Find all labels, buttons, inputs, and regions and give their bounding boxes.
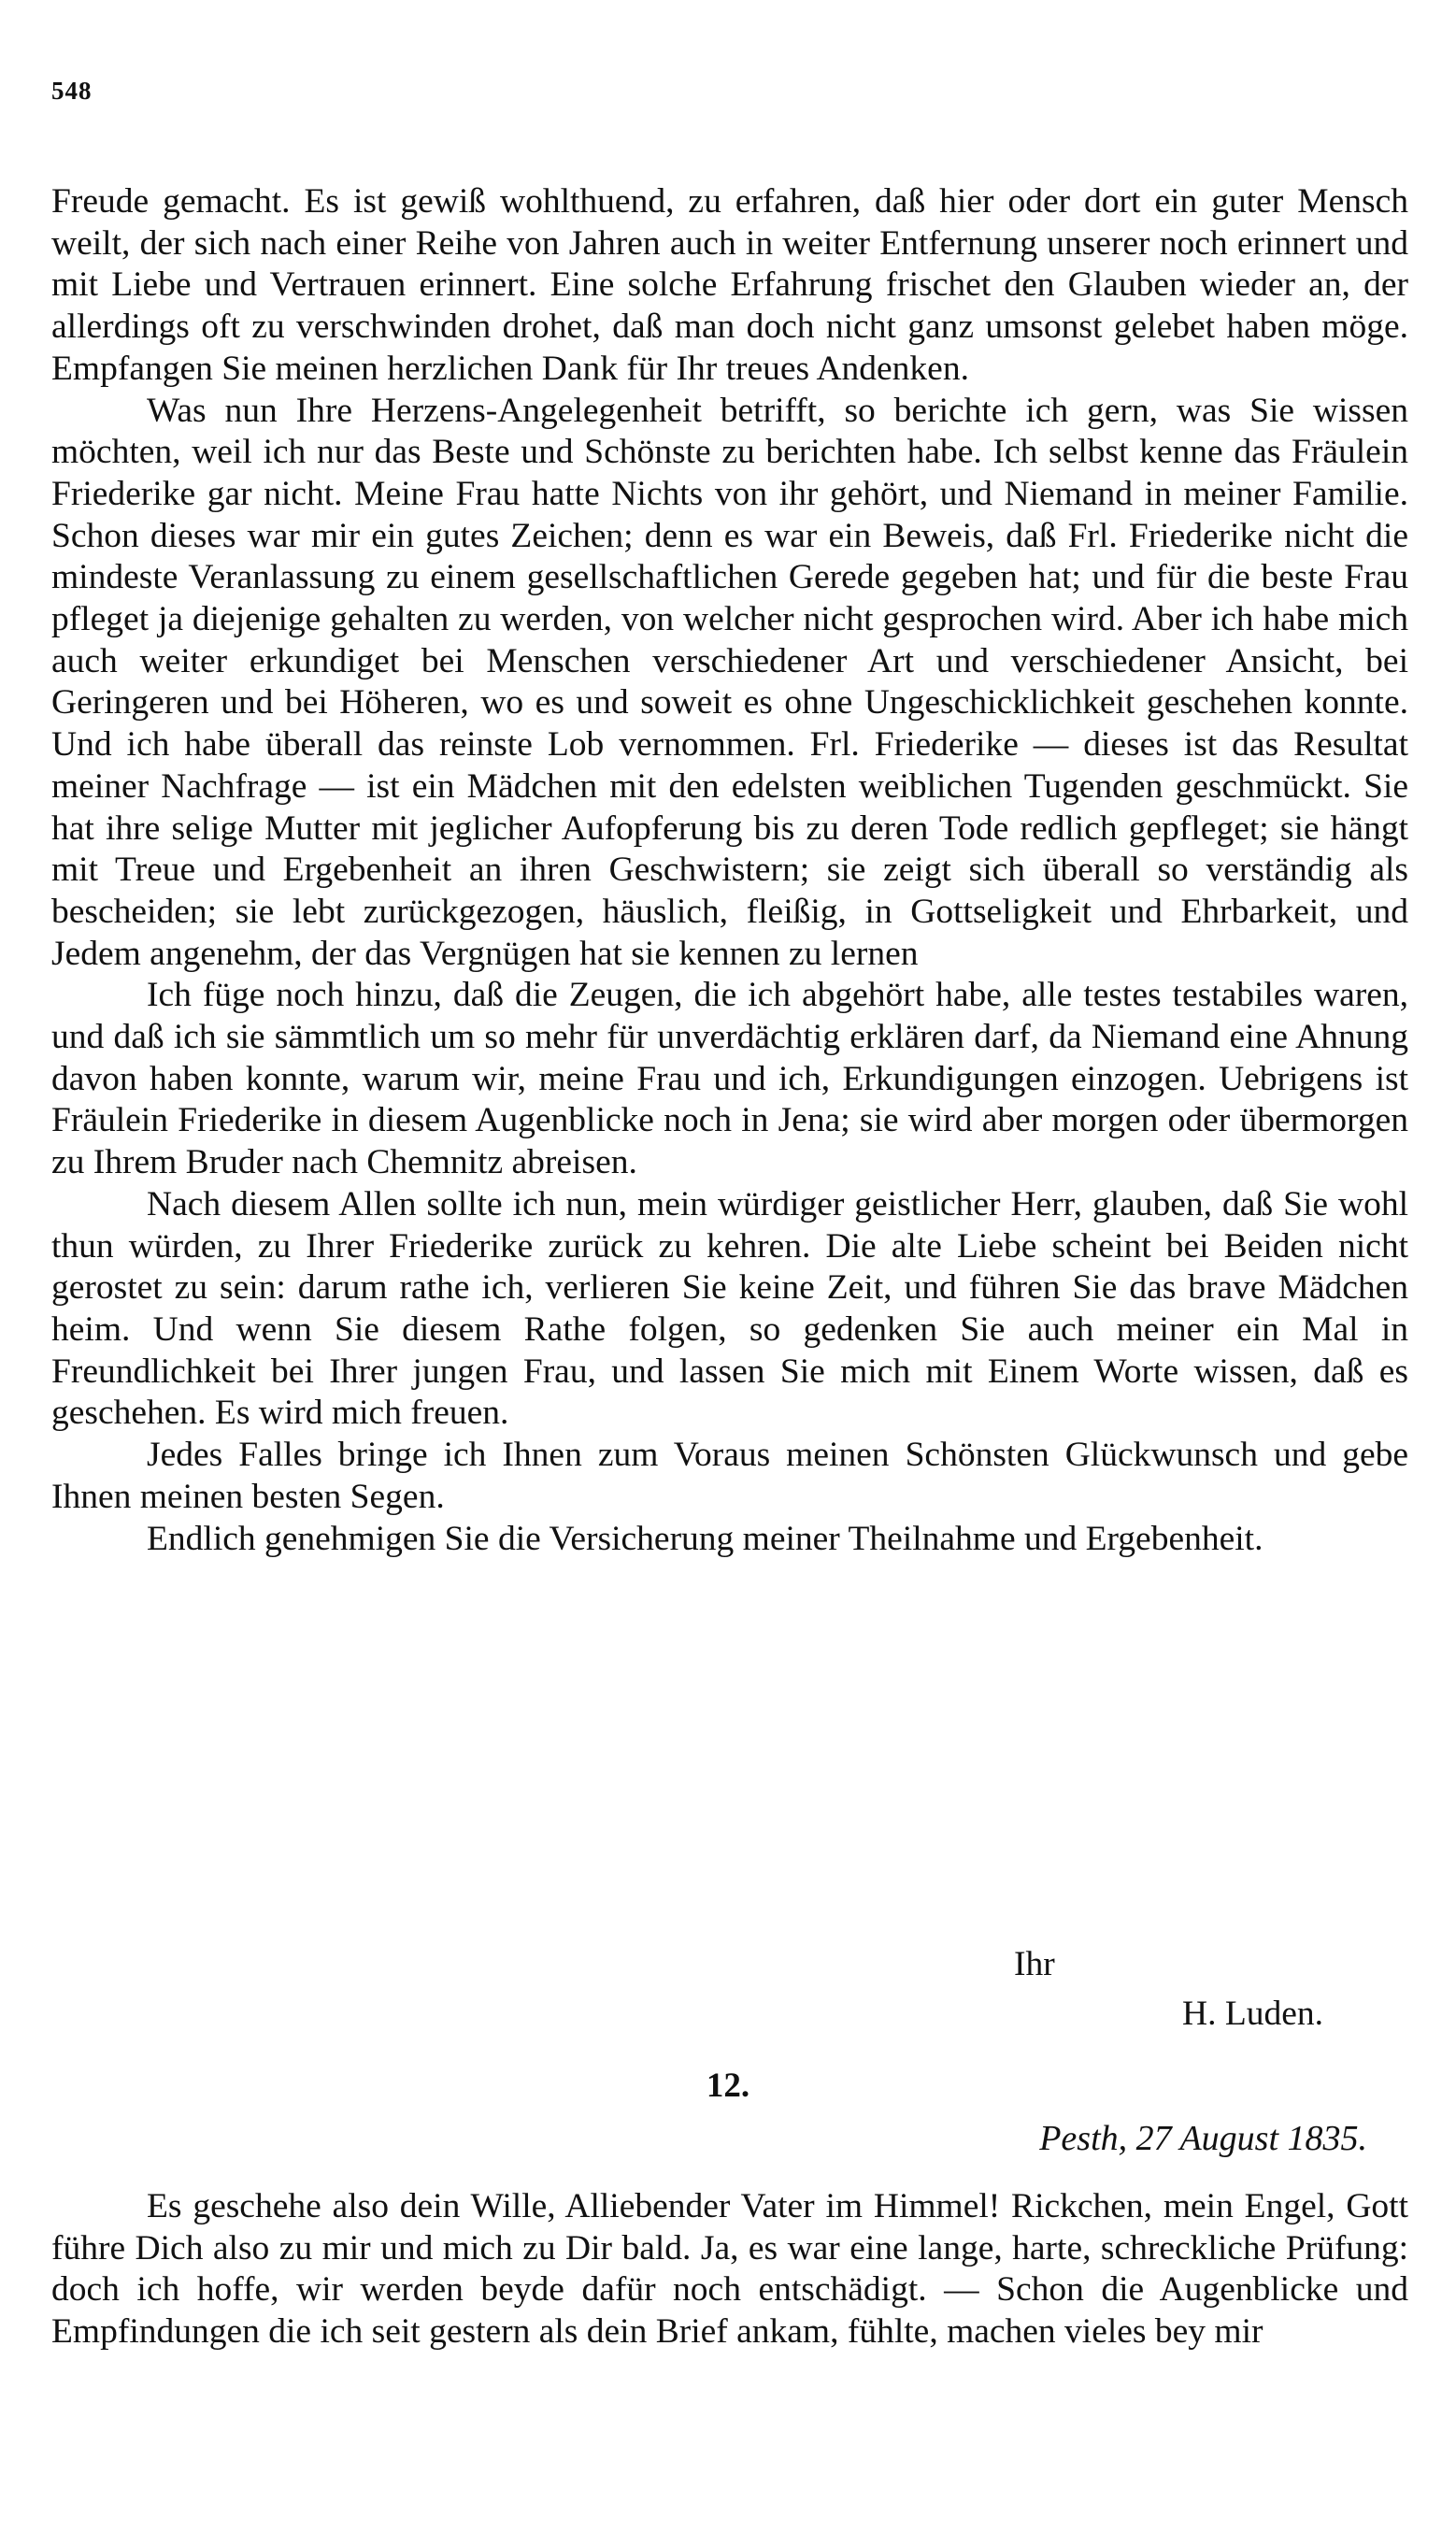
paragraph: Was nun Ihre Herzens-Angelegenheit betrifft, so berichte ich gern, was Sie wissen möchten, weil ich nur das Beste und Schönste zu berichten habe. Ich selbst kenne das Fräulein Friederike gar nicht. Meine Frau hatte Nichts von ihr gehört, und Niemand in meiner Familie. Schon dieses war mir ein gutes Zeichen; denn es war ein Beweis, daß Frl. Friederike nicht die mindeste Veranlassung zu einem gesellschaftlichen Gerede gegeben hat; und für die beste Frau pfleget ja diejenige gehalten zu werden, von welcher nicht gesprochen wird. Aber ich habe mich auch weiter erkundiget bei Menschen verschiedener Art und verschiedener Ansicht, bei Geringeren und bei Höheren, wo es und soweit es ohne Ungeschicklichkeit geschehen konnte. Und ich habe überall das reinste Lob vernommen. Frl. Friederike — dieses ist das Resultat meiner Nachfrage — ist ein Mädchen mit den edelsten weiblichen Tugenden geschmückt. Sie hat ihre selige Mutter mit jeglicher Aufopferung bis zu deren Tode redlich gepfleget; sie hängt mit Treue und Ergebenheit an ihren Geschwistern; sie zeigt sich überall so verständig als bescheiden; sie lebt zurückgezogen, häuslich, fleißig, in Gottseligkeit und Ehrbarkeit, und Jedem angenehm, der das Vergnügen hat sie kennen zu lernen [51,391,1408,973]
letter-signature: H. Luden. [1182,1995,1324,2033]
paragraph: Nach diesem Allen sollte ich nun, mein würdiger geistlicher Herr, glauben, daß Sie wohl thun würden, zu Ihrer Friederike zurück zu kehren. Die alte Liebe scheint bei Beiden nicht gerostet zu sein: darum rathe ich, verlieren Sie keine Zeit, und führen Sie das brave Mädchen heim. Und wenn Sie diesem Rathe folgen, so gedenken Sie auch meiner ein Mal in Freundlichkeit bei Ihrer jungen Frau, und lassen Sie mich mit Einem Worte wissen, daß es geschehen. Es wird mich freuen. [51,1184,1408,1433]
letter-closing: Ihr [1014,1945,1055,1983]
paragraph: Endlich genehmigen Sie die Versicherung meiner Theilnahme und Ergebenheit. [147,1519,1263,1558]
page-number: 548 [51,77,93,105]
letter-dateline: Pesth, 27 August 1835. [1039,2119,1367,2158]
paragraph: Freude gemacht. Es ist gewiß wohlthuend, zu erfahren, daß hier oder dort ein guter Mensch weilt, der sich nach einer Reihe von Jahren auch in weiter Entfernung unserer noch erinnert und mit Liebe und Vertrauen erinnert. Eine solche Erfahrung frischet den Glauben wieder an, der allerdings oft zu verschwinden drohet, daß man doch nicht ganz umsonst gelebet haben möge. Empfangen Sie meinen herzlichen Dank für Ihr treues Andenken. [51,182,1408,388]
letter-11-body [51,181,1408,1560]
paragraph: Es geschehe also dein Wille, Alliebender Vater im Himmel! Rickchen, mein Engel, Gott führe Dich also zu mir und mich zu Dir bald. Ja, es war eine lange, harte, schreckliche Prüfung: doch ich hoffe, wir werden beyde dafür noch entschädigt. — Schon die Augenblicke und Empfindungen die ich seit gestern als dein Brief ankam, fühlte, machen vieles bey mir [51,2187,1408,2352]
letter-number: 12. [706,2067,750,2105]
letter-12-body [51,2186,1408,2353]
paragraph: Ich füge noch hinzu, daß die Zeugen, die ich abgehört habe, alle testes testabiles waren, und daß ich sie sämmtlich um so mehr für unverdächtig erklären darf, da Niemand eine Ahnung davon haben konnte, warum wir, meine Frau und ich, Erkundigungen einzogen. Uebrigens ist Fräulein Friederike in diesem Augenblicke noch in Jena; sie wird aber morgen oder übermorgen zu Ihrem Bruder nach Chemnitz abreisen. [51,976,1408,1182]
paragraph: Jedes Falles bringe ich Ihnen zum Voraus meinen Schönsten Glückwunsch und gebe Ihnen meinen besten Segen. [51,1436,1408,1516]
